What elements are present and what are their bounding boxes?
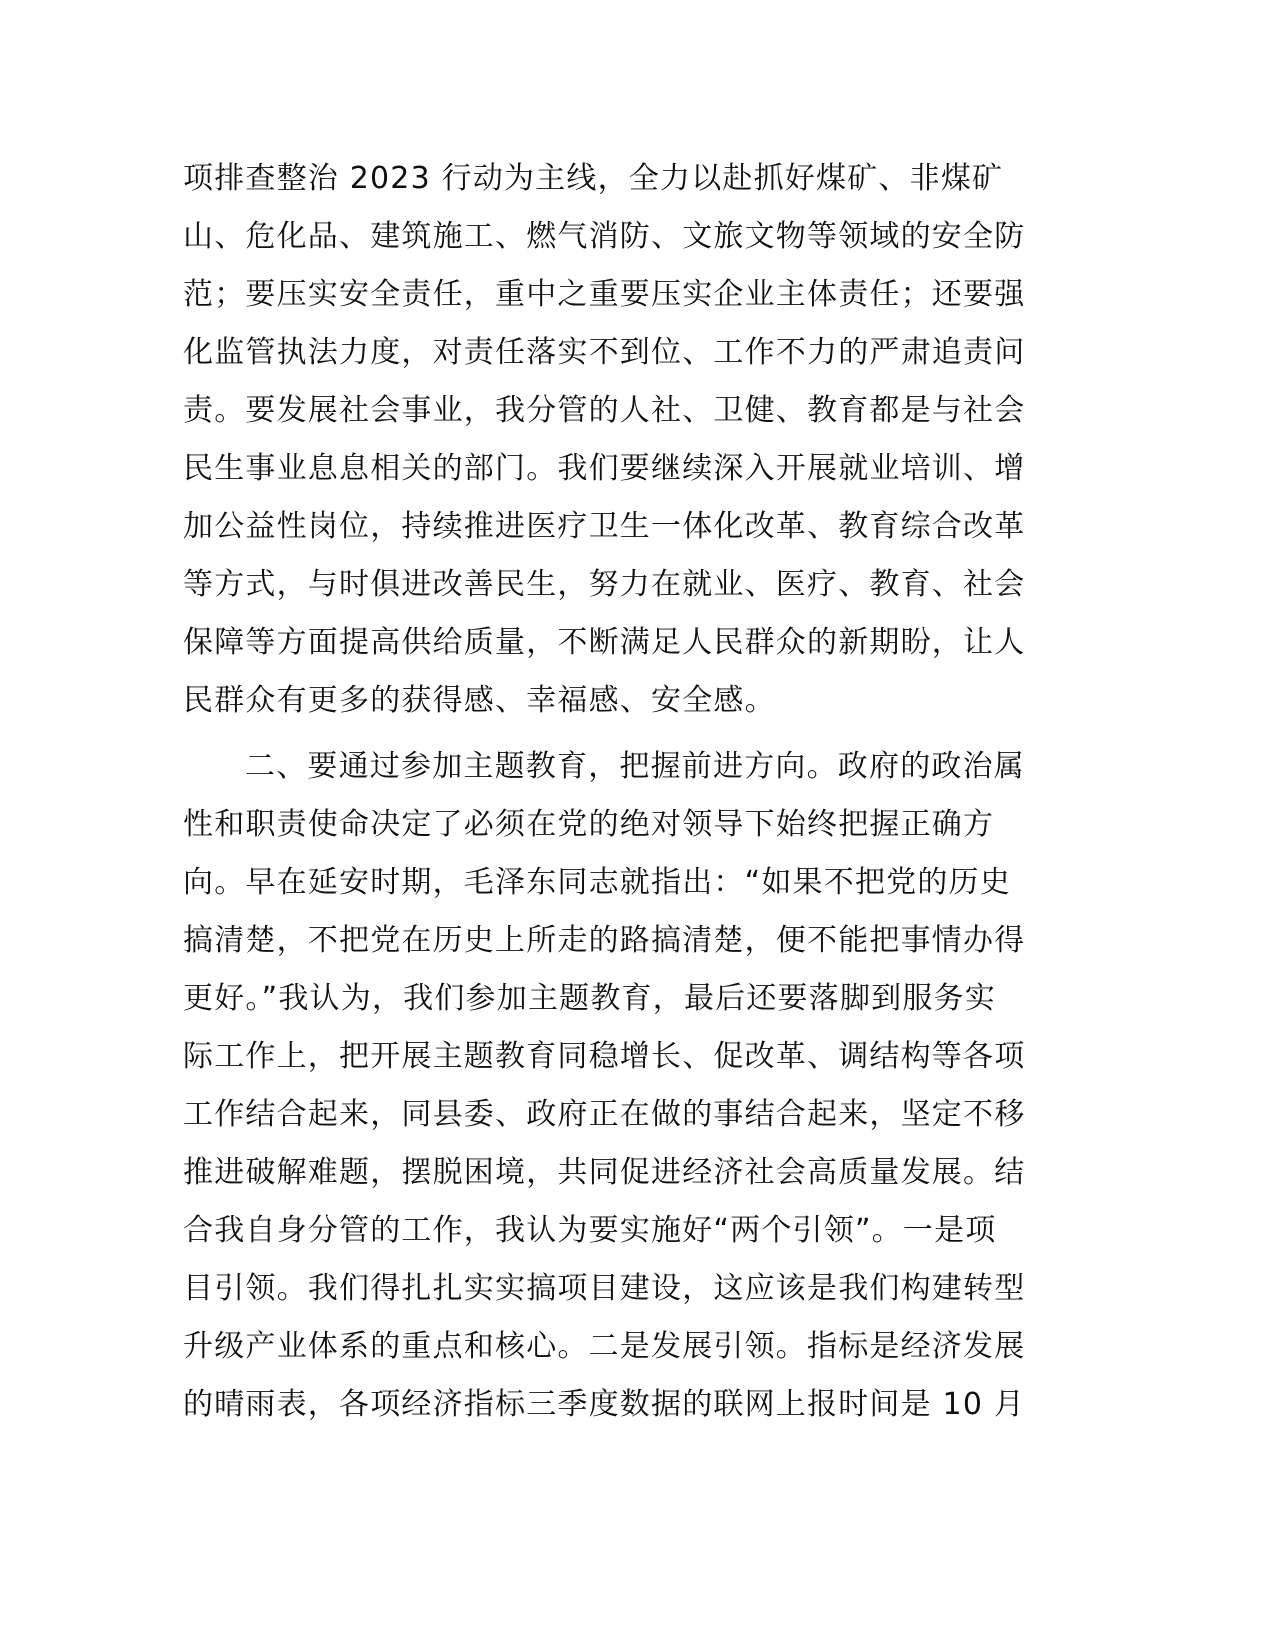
text-line: 加公益性岗位，持续推进医疗卫生一体化改革、教育综合改革 [183, 509, 1026, 544]
text-line: 化监管执法力度，对责任落实不到位、工作不力的严肃追责问 [183, 335, 1026, 370]
text-line: 性和职责使命决定了必须在党的绝对领导下始终把握正确方 [183, 807, 995, 842]
body-text [183, 150, 1063, 1442]
text-line: 工作结合起来，同县委、政府正在做的事结合起来，坚定不移 [183, 1097, 1026, 1132]
text-line: 推进破解难题，摆脱困境，共同促进经济社会高质量发展。结 [183, 1155, 1026, 1190]
text-line: 际工作上，把开展主题教育同稳增长、促改革、调结构等各项 [183, 1039, 1026, 1074]
text-line: 向。早在延安时期，毛泽东同志就指出：“如果不把党的历史 [183, 865, 1011, 900]
text-line: 更好。”我认为，我们参加主题教育，最后还要落脚到服务实 [183, 981, 996, 1016]
text-line: 责。要发展社会事业，我分管的人社、卫健、教育都是与社会 [183, 393, 1026, 428]
text-line: 民群众有更多的获得感、幸福感、安全感。 [183, 683, 776, 718]
text-line-indented: 二、要通过参加主题教育，把握前进方向。政府的政治属 [245, 749, 1025, 784]
text-line: 民生事业息息相关的部门。我们要继续深入开展就业培训、增 [183, 451, 1026, 486]
text-line: 搞清楚，不把党在历史上所走的路搞清楚，便不能把事情办得 [183, 923, 1026, 958]
text-line: 升级产业体系的重点和核心。二是发展引领。指标是经济发展 [183, 1329, 1026, 1364]
text-line: 范；要压实安全责任，重中之重要压实企业主体责任；还要强 [183, 277, 1026, 312]
text-line: 保障等方面提高供给质量，不断满足人民群众的新期盼，让人 [183, 625, 1026, 660]
paragraph-1 [183, 150, 1063, 730]
paragraph-2 [183, 738, 1063, 1434]
text-line: 等方式，与时俱进改善民生，努力在就业、医疗、教育、社会 [183, 567, 1026, 602]
text-line: 的晴雨表，各项经济指标三季度数据的联网上报时间是 10 月 [183, 1387, 1026, 1422]
text-line: 目引领。我们得扎扎实实搞项目建设，这应该是我们构建转型 [183, 1271, 1026, 1306]
text-line: 项排查整治 2023 行动为主线，全力以赴抓好煤矿、非煤矿 [183, 161, 1004, 196]
text-line: 合我自身分管的工作，我认为要实施好“两个引领”。一是项 [183, 1213, 997, 1248]
text-line: 山、危化品、建筑施工、燃气消防、文旅文物等领域的安全防 [183, 219, 1026, 254]
